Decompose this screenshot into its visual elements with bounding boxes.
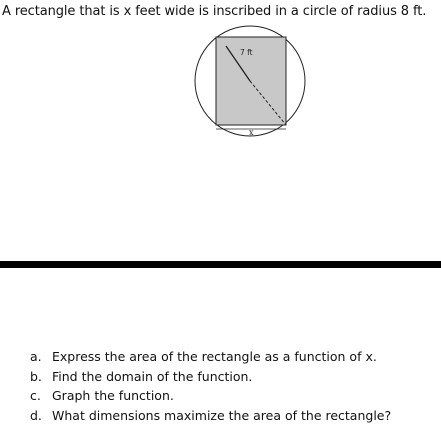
inscribed-rectangle-figure	[190, 22, 310, 140]
question-letter: b.	[30, 368, 42, 384]
question-letter: d.	[30, 407, 42, 423]
question-text: Express the area of the rectangle as a function of x.	[52, 349, 377, 364]
diagonal-label: 7 ft	[240, 48, 253, 57]
question-letter: c.	[30, 388, 41, 403]
question-letter: a.	[30, 349, 42, 364]
question-text: Graph the function.	[52, 388, 174, 403]
question-text: What dimensions maximize the area of the rectangle?	[52, 407, 392, 423]
question-item-b	[30, 367, 391, 387]
question-item-c	[30, 386, 391, 406]
section-divider	[0, 261, 441, 268]
question-item-a	[30, 347, 391, 367]
problem-statement: A rectangle that is x feet wide is inscribed in a circle of radius 8 ft.	[2, 4, 427, 19]
question-list	[30, 347, 391, 425]
question-text: Find the domain of the function.	[52, 368, 253, 384]
question-item-d	[30, 406, 391, 426]
width-label: x	[249, 128, 254, 137]
